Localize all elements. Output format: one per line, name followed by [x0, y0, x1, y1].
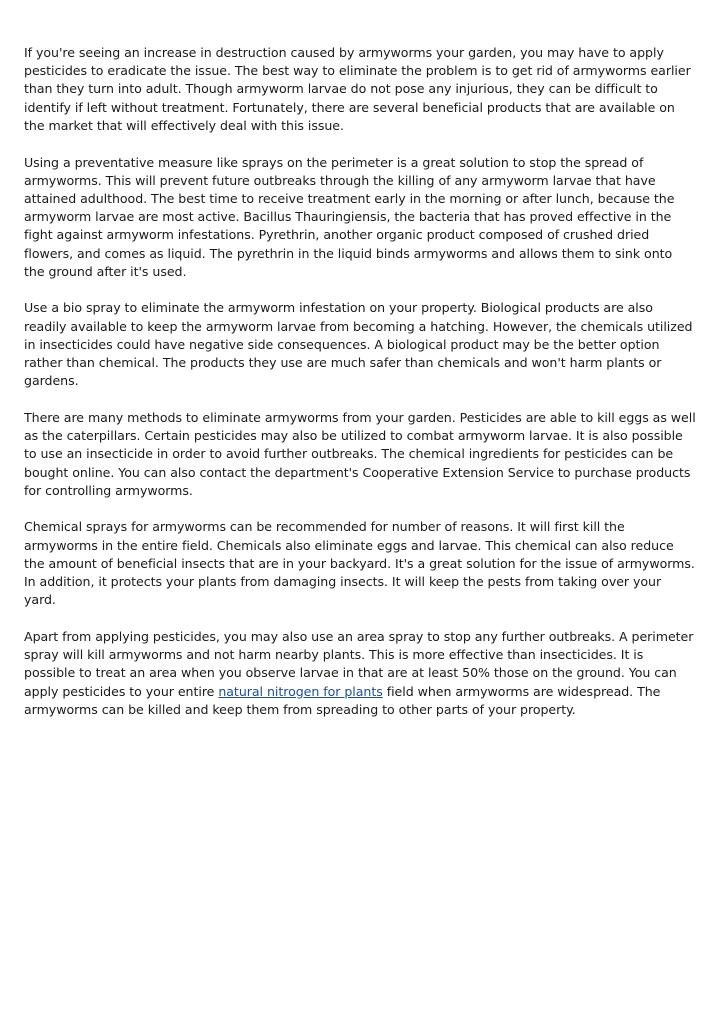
natural-nitrogen-link[interactable]: natural nitrogen for plants: [218, 683, 383, 699]
paragraph-3: Use a bio spray to eliminate the armyworm infestation on your property. Biological products are also readily available to keep the armyworm larvae from becoming a hatching. However, the chemicals utilized in insecticides could have negative side consequences. A biological product may be the better option rather than chemical. The products they use are much safer than chemicals and won't harm plants or gardens.: [24, 300, 693, 389]
paragraph-6-text-before-link: Apart from applying pesticides, you may also use an area spray to stop any further outbreaks. A perimeter spray will kill armyworms and not harm nearby plants. This is more effective than insecticides. It is possible to treat an area when you observe larvae in that are at least 50% those on the ground. You can apply pesticides to your entire: [24, 628, 694, 699]
paragraph-4: There are many methods to eliminate armyworms from your garden. Pesticides are able to kill eggs as well as the caterpillars. Certain pesticides may also be utilized to combat armyworm larvae. It is also possible to use an insecticide in order to avoid further outbreaks. The chemical ingredients for pesticides can be bought online. You can also contact the department's Cooperative Extension Service to purchase products for controlling armyworms.: [24, 409, 696, 498]
paragraph-6: [24, 628, 696, 719]
paragraph-1: If you're seeing an increase in destruction caused by armyworms your garden, you may have to apply pesticides to eradicate the issue. The best way to eliminate the problem is to get rid of armyworms earlier than they turn into adult. Though armyworm larvae do not pose any injurious, they can be difficult to identify if left without treatment. Fortunately, there are several beneficial products that are available on the market that will effectively deal with this issue.: [24, 45, 691, 133]
paragraph-2: Using a preventative measure like sprays on the perimeter is a great solution to stop the spread of armyworms. This will prevent future outbreaks through the killing of any armyworm larvae that have attained adulthood. The best time to receive treatment early in the morning or after lunch, because the armyworm larvae are most active. Bacillus Thauringiensis, the bacteria that has proved effective in the fight against armyworm infestations. Pyrethrin, another organic product composed of crushed dried flowers, and comes as liquid. The pyrethrin in the liquid binds armyworms and allows them to sink onto the ground after it's used.: [24, 154, 675, 279]
paragraph-5: Chemical sprays for armyworms can be recommended for number of reasons. It will first kill the armyworms in the entire field. Chemicals also eliminate eggs and larvae. This chemical can also reduce the amount of beneficial insects that are in your backyard. It's a great solution for the issue of armyworms. In addition, it protects your plants from damaging insects. It will keep the pests from taking over your yard.: [24, 519, 695, 608]
paragraph-6-text-after-link: field when armyworms are widespread. The armyworms can be killed and keep them from spreading to other parts of your property.: [24, 683, 661, 717]
article-body: [24, 44, 696, 738]
